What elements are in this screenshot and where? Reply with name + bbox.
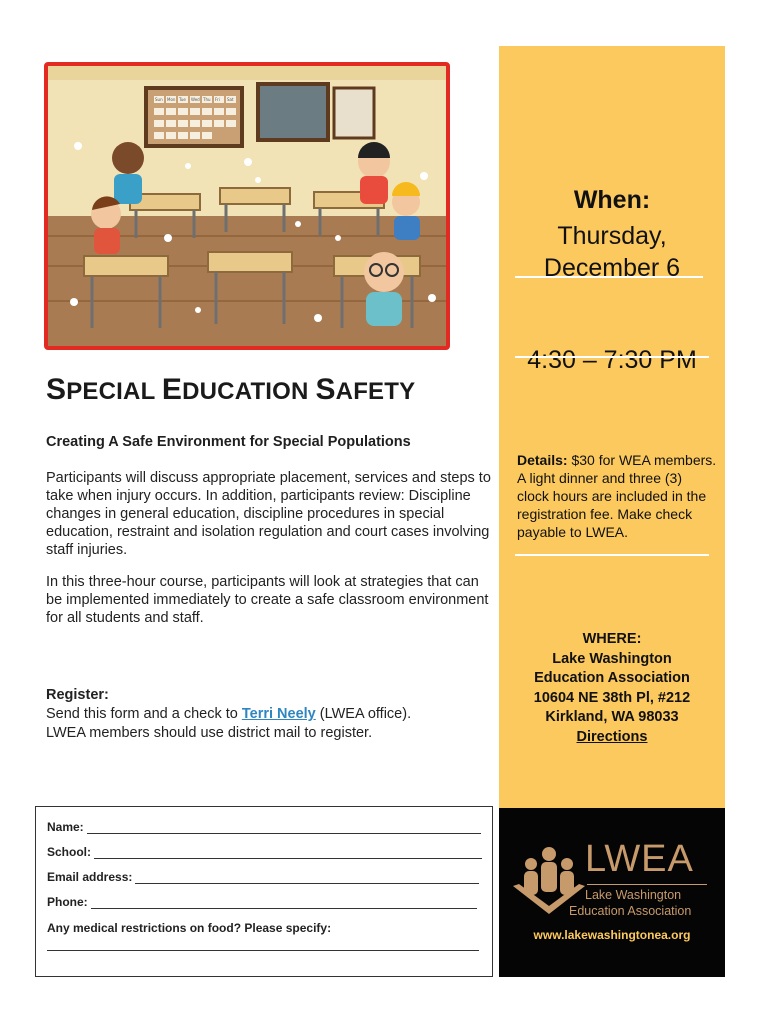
- calendar-day: Tue: [179, 97, 186, 102]
- name-label: Name:: [47, 820, 84, 834]
- calendar-day: Sun: [155, 97, 163, 102]
- details-body: $30 for WEA members. A light dinner and three (3) clock hours are included in the registration fee. Make check payable to LWEA.: [517, 452, 717, 540]
- medical-label: Any medical restrictions on food? Please specify:: [47, 921, 332, 935]
- where-label: WHERE:: [582, 631, 642, 647]
- logo-subtitle: Lake Washington: [585, 888, 682, 902]
- phone-label: Phone:: [47, 895, 88, 909]
- school-field[interactable]: [94, 846, 482, 859]
- divider: [515, 276, 703, 278]
- email-label: Email address:: [47, 870, 133, 884]
- classroom-scene: [48, 66, 446, 346]
- lwea-logo-box: [499, 806, 725, 977]
- medical-field[interactable]: [47, 950, 479, 951]
- page-title: SPECIAL EDUCATION SAFETY: [46, 373, 416, 406]
- phone-field[interactable]: [91, 896, 477, 909]
- register-text-post: (LWEA office).: [315, 706, 412, 722]
- name-row: [47, 820, 481, 834]
- registration-form: [35, 806, 493, 977]
- details-label: Details:: [517, 452, 568, 468]
- course-paragraph: In this three-hour course, participants will look at strategies that can be implemented immediately to create a safe classroom environment for all students and staff.: [46, 574, 489, 626]
- description-paragraph: Participants will discuss appropriate placement, services and steps to take when injury occurs. In addition, participants review: Discipline changes in general education, discipline procedures in special education, restraint and isolation regulation and court cases involving staff injuries.: [46, 470, 491, 558]
- subtitle: Creating A Safe Environment for Special Populations: [46, 434, 411, 450]
- logo-rule: [587, 884, 707, 885]
- phone-row: [47, 895, 477, 909]
- school-label: School:: [47, 845, 91, 859]
- where-address: 10604 NE 38th Pl, #212: [533, 689, 691, 706]
- where-line: Lake Washington: [552, 650, 672, 667]
- terri-neely-link[interactable]: Terri Neely: [241, 706, 316, 722]
- register-note: LWEA members should use district mail to register.: [46, 725, 373, 741]
- calendar-day: Sat: [227, 97, 234, 102]
- email-field[interactable]: [135, 871, 479, 884]
- name-field[interactable]: [87, 821, 481, 834]
- website-link[interactable]: www.lakewashingtonea.org: [533, 928, 691, 942]
- event-info-column: [499, 46, 725, 806]
- medical-row: [47, 921, 331, 935]
- event-date: December 6: [543, 254, 681, 282]
- calendar-day: Fri: [215, 97, 220, 102]
- where-city: Kirkland, WA 98033: [545, 709, 679, 726]
- divider: [515, 356, 709, 358]
- register-section: [46, 686, 496, 743]
- school-row: [47, 845, 482, 859]
- classroom-illustration: [44, 62, 450, 350]
- email-row: [47, 870, 479, 884]
- event-day: Thursday,: [557, 222, 667, 250]
- logo-subtitle: Education Association: [569, 904, 692, 918]
- register-label: Register:: [46, 687, 109, 703]
- when-label: When:: [573, 186, 651, 214]
- calendar-day: Thu: [203, 97, 211, 102]
- calendar-day: Mon: [167, 97, 176, 102]
- directions-link[interactable]: Directions: [576, 728, 648, 745]
- calendar-day: Wed: [191, 97, 200, 102]
- register-text: Send this form and a check to: [46, 706, 242, 722]
- where-block: [499, 630, 725, 748]
- details-text: [517, 451, 717, 541]
- event-time: 4:30 – 7:30 PM: [527, 346, 697, 374]
- divider: [515, 554, 709, 556]
- where-line: Education Association: [534, 670, 690, 687]
- logo-wordmark: LWEA: [585, 838, 694, 880]
